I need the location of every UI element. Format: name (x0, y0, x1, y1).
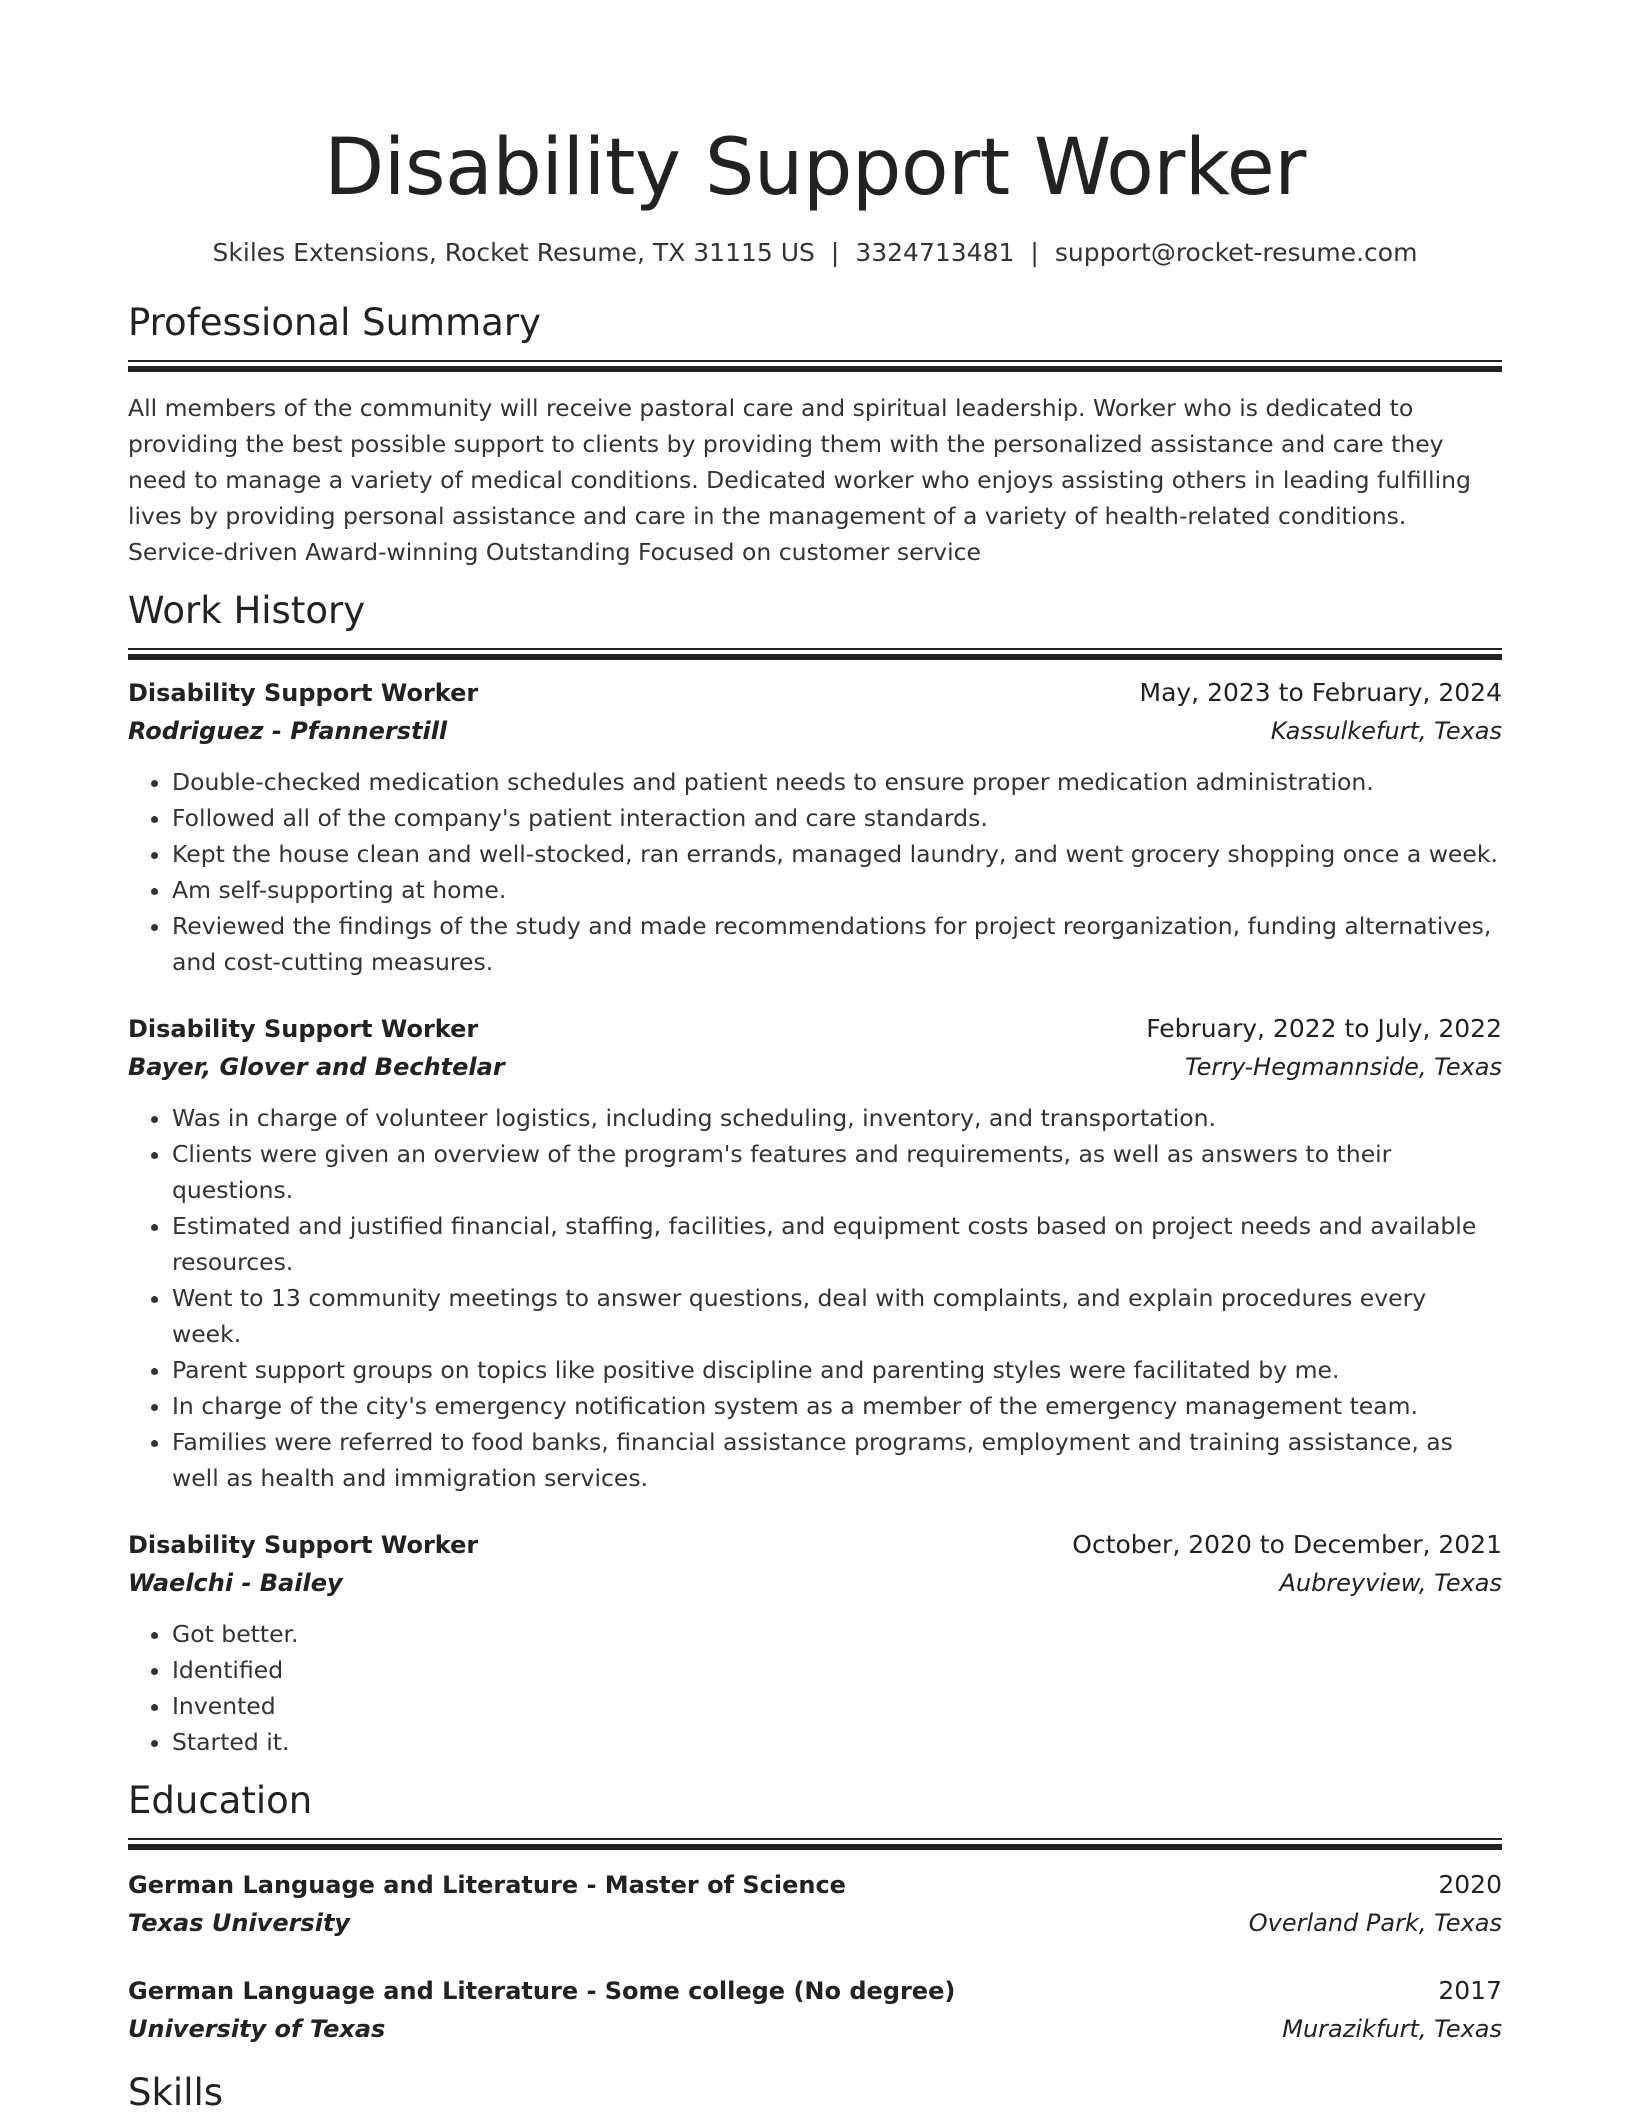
resume-content (128, 118, 1502, 2116)
section-title-work: Work History (128, 589, 366, 632)
job-bullets (128, 1100, 1502, 1496)
job-bullets (128, 1616, 1502, 1760)
education-degree: German Language and Literature - Master of Science (128, 1871, 846, 1899)
education-header (128, 1972, 1502, 2010)
summary-section (128, 300, 1502, 570)
job-location: Terry-Hegmannside, Texas (1184, 1053, 1502, 1081)
job-bullet: • Identified (172, 1652, 1502, 1688)
summary-text: All members of the community will receive pastoral care and spiritual leadership. Worker who is dedicated to providing the best possible support to clients by providing them with the personalized assistance and care they need to manage a variety of medical conditions. Dedicated worker who enjoys assisting others in leading fulfilling lives by providing personal assistance and care in the management of a variety of health-related conditions. Service-driven Award-winning Outstanding Focused on customer service (128, 394, 1471, 566)
job-bullet: • Went to 13 community meetings to answer questions, deal with complaints, and explain procedures every week. (172, 1280, 1502, 1352)
job-header (128, 1010, 1502, 1048)
job-bullet: • Families were referred to food banks, financial assistance programs, employment and training assistance, as well as health and immigration services. (172, 1424, 1502, 1496)
job-title: Disability Support Worker (128, 1015, 479, 1043)
job-bullet: • Clients were given an overview of the program's features and requirements, as well as answers to their questions. (172, 1136, 1502, 1208)
job-bullet: • Reviewed the findings of the study and made recommendations for project reorganization, funding alternatives, and cost-cutting measures. (172, 908, 1502, 980)
education-location: Murazikfurt, Texas (1282, 2015, 1502, 2043)
education-header (128, 1866, 1502, 1904)
job-header (128, 674, 1502, 712)
job-company: Rodriguez - Pfannerstill (128, 717, 448, 745)
education-entry (128, 1866, 1502, 1942)
section-divider (128, 360, 1502, 372)
section-divider (128, 648, 1502, 660)
section-divider (128, 1838, 1502, 1850)
skills-section (128, 2070, 1502, 2116)
section-title-skills: Skills (128, 2071, 224, 2114)
job-entry (128, 674, 1502, 980)
section-title-education: Education (128, 1779, 313, 1822)
job-subheader (128, 712, 1502, 750)
work-section (128, 588, 1502, 1760)
education-school: University of Texas (128, 2015, 386, 2043)
education-year: 2017 (1438, 1976, 1502, 2005)
candidate-name: Disability Support Worker (324, 123, 1306, 213)
job-bullet: • Got better. (172, 1616, 1502, 1652)
job-location: Aubreyview, Texas (1279, 1569, 1502, 1597)
education-entry (128, 1972, 1502, 2048)
job-entry (128, 1526, 1502, 1760)
education-degree: German Language and Literature - Some college (No degree) (128, 1977, 956, 2005)
education-section (128, 1778, 1502, 2048)
job-bullet: • Kept the house clean and well-stocked, ran errands, managed laundry, and went grocery shopping once a week. (172, 836, 1502, 872)
job-title: Disability Support Worker (128, 1531, 479, 1559)
job-bullet: • Followed all of the company's patient interaction and care standards. (172, 800, 1502, 836)
contact-phone: 3324713481 (855, 238, 1015, 267)
contact-email: support@rocket-resume.com (1054, 238, 1418, 267)
job-bullet: • Double-checked medication schedules and patient needs to ensure proper medication administration. (172, 764, 1502, 800)
job-bullet: • Estimated and justified financial, staffing, facilities, and equipment costs based on project needs and available resources. (172, 1208, 1502, 1280)
job-location: Kassulkefurt, Texas (1270, 717, 1502, 745)
education-location: Overland Park, Texas (1248, 1909, 1502, 1937)
job-entry (128, 1010, 1502, 1496)
job-dates: May, 2023 to February, 2024 (1139, 678, 1502, 707)
job-bullet: • Parent support groups on topics like positive discipline and parenting styles were facilitated by me. (172, 1352, 1502, 1388)
section-title-summary: Professional Summary (128, 301, 541, 344)
job-bullet: • In charge of the city's emergency notification system as a member of the emergency management team. (172, 1388, 1502, 1424)
education-subheader (128, 1904, 1502, 1942)
job-bullet: • Started it. (172, 1724, 1502, 1760)
job-dates: October, 2020 to December, 2021 (1072, 1530, 1502, 1559)
job-bullets (128, 764, 1502, 980)
job-bullet: • Am self-supporting at home. (172, 872, 1502, 908)
education-school: Texas University (128, 1909, 351, 1937)
contact-address: Skiles Extensions, Rocket Resume, TX 31115 US (212, 238, 815, 267)
education-subheader (128, 2010, 1502, 2048)
contact-separator: | (830, 238, 840, 267)
education-year: 2020 (1438, 1870, 1502, 1899)
job-bullet: • Invented (172, 1688, 1502, 1724)
contact-line (128, 236, 1502, 270)
job-company: Waelchi - Bailey (128, 1569, 343, 1597)
job-subheader (128, 1564, 1502, 1602)
job-bullet: • Was in charge of volunteer logistics, including scheduling, inventory, and transportation. (172, 1100, 1502, 1136)
job-subheader (128, 1048, 1502, 1086)
job-header (128, 1526, 1502, 1564)
job-title: Disability Support Worker (128, 679, 479, 707)
job-dates: February, 2022 to July, 2022 (1146, 1014, 1502, 1043)
job-company: Bayer, Glover and Bechtelar (128, 1053, 505, 1081)
contact-separator: | (1030, 238, 1039, 267)
